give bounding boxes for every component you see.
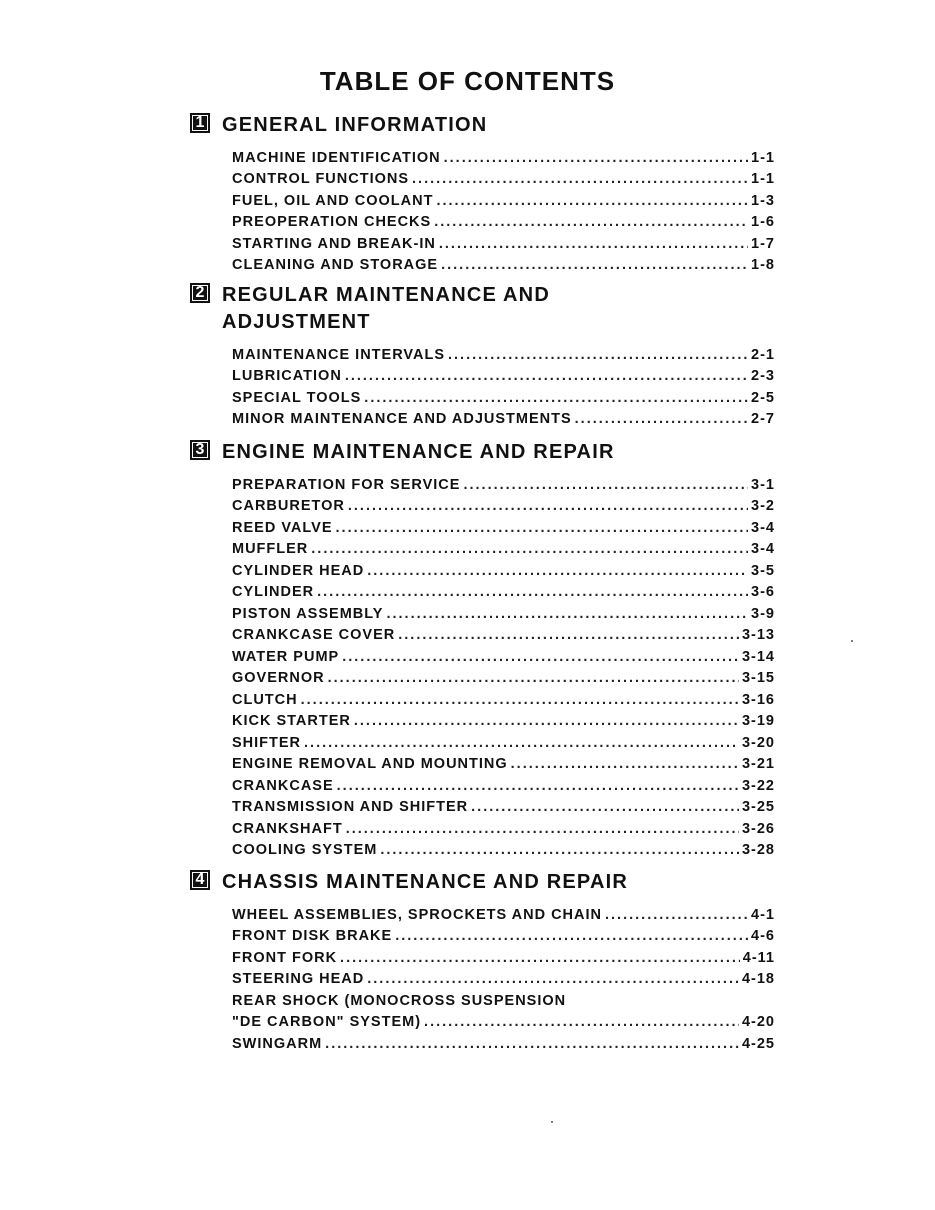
toc-entry-label: PREPARATION FOR SERVICE (232, 476, 461, 493)
entry-list (232, 341, 775, 427)
toc-entry-page: 2-5 (751, 389, 775, 406)
toc-entry-page: 4-11 (742, 949, 775, 966)
toc-entry-label: FRONT DISK BRAKE (232, 928, 393, 944)
toc-entry (232, 230, 775, 252)
dot-leader (317, 584, 748, 600)
toc-entry (232, 166, 775, 188)
toc-entry (232, 187, 775, 209)
toc-entry-label: PREOPERATION CHECKS (232, 214, 432, 230)
section-engine-maintenance (190, 439, 775, 858)
section-general-information (190, 112, 775, 273)
toc-entry-page: 3-20 (741, 734, 775, 751)
toc-entry (232, 1030, 775, 1052)
dot-leader (424, 1014, 739, 1030)
section-title: CHASSIS MAINTENANCE AND REPAIR (222, 871, 629, 893)
dot-leader (448, 347, 748, 363)
toc-entry-page: 3-26 (741, 820, 775, 837)
toc-entry (232, 729, 775, 751)
dot-leader (325, 1036, 739, 1052)
toc-entry (232, 341, 775, 363)
toc-entry-page: 1-1 (751, 149, 775, 166)
dot-leader (439, 236, 748, 252)
toc-entry-label: CRANKCASE (232, 777, 334, 794)
toc-entry (232, 665, 775, 687)
toc-entry-label: "DE CARBON" SYSTEM) (232, 1014, 422, 1030)
toc-entry-page: 3-21 (741, 756, 775, 772)
toc-entry-page: 3-5 (751, 562, 775, 579)
toc-entry-page: 3-15 (741, 670, 775, 686)
scan-speck (551, 1121, 553, 1123)
toc-entry-label: CRANKSHAFT (232, 820, 343, 837)
toc-entry (232, 600, 775, 622)
toc-entry-page: 2-3 (751, 368, 775, 384)
dot-leader (328, 670, 739, 686)
toc-entry-page: 3-6 (751, 584, 775, 600)
toc-entry-page: 4-1 (751, 906, 775, 923)
toc-entry (232, 944, 775, 966)
toc-entry (232, 579, 775, 601)
toc-entry (232, 708, 775, 730)
toc-entry-label: WHEEL ASSEMBLIES, SPROCKETS AND CHAIN (232, 906, 602, 923)
toc-entry-label: FUEL, OIL AND COOLANT (232, 192, 434, 209)
toc-entry-label: MINOR MAINTENANCE AND ADJUSTMENTS (232, 411, 572, 427)
scan-speck (851, 640, 853, 642)
toc-entry (232, 923, 775, 945)
toc-entry (232, 772, 775, 794)
dot-leader (471, 799, 739, 815)
toc-entry-page: 3-19 (741, 713, 775, 729)
dot-leader (367, 971, 739, 987)
toc-entry-label: CLUTCH (232, 691, 298, 708)
section-header (190, 439, 775, 466)
toc-entry-page: 4-25 (741, 1035, 775, 1052)
toc-entry (232, 686, 775, 708)
toc-entry-label: CYLINDER HEAD (232, 562, 365, 579)
toc-entry-page: 2-1 (751, 346, 775, 363)
dot-leader (367, 563, 748, 579)
dot-leader (441, 257, 748, 273)
toc-entry-label: MUFFLER (232, 541, 309, 557)
toc-entry-page: 3-1 (751, 476, 775, 493)
toc-entry-label: KICK STARTER (232, 713, 351, 729)
dot-leader (575, 411, 748, 427)
section-title: ENGINE MAINTENANCE AND REPAIR (222, 441, 615, 463)
toc-entry-label: SHIFTER (232, 734, 302, 751)
section-title: REGULAR MAINTENANCE AND ADJUSTMENT (222, 284, 550, 333)
toc-entry-page: 3-25 (741, 799, 775, 815)
dot-leader (511, 756, 739, 772)
toc-entry (232, 901, 775, 923)
dot-leader (346, 821, 739, 837)
toc-entry-label: COOLING SYSTEM (232, 842, 378, 858)
toc-entry (232, 622, 775, 644)
dot-leader (337, 778, 739, 794)
toc-entry-page: 3-4 (751, 541, 775, 557)
toc-entry (232, 406, 775, 428)
toc-entry-label: LUBRICATION (232, 368, 342, 384)
section-title: GENERAL INFORMATION (222, 114, 488, 136)
toc-entry (232, 1009, 775, 1031)
toc-entry (232, 557, 775, 579)
section-regular-maintenance (190, 282, 775, 427)
section-number-badge: 4 (190, 870, 210, 890)
toc-entry (232, 144, 775, 166)
toc-entry (232, 987, 775, 1009)
toc-entry (232, 815, 775, 837)
toc-entry-label: STEERING HEAD (232, 971, 365, 987)
toc-entry-label: REED VALVE (232, 519, 333, 536)
dot-leader (444, 150, 748, 166)
toc-entry (232, 471, 775, 493)
toc-entry-label: SWINGARM (232, 1035, 323, 1052)
toc-entry-page: 4-6 (751, 928, 775, 944)
dot-leader (301, 692, 739, 708)
dot-leader (380, 842, 739, 858)
toc-entry (232, 384, 775, 406)
toc-entry-label: MACHINE IDENTIFICATION (232, 149, 441, 166)
dot-leader (605, 907, 748, 923)
toc-entry-label: CYLINDER (232, 584, 315, 600)
toc-entry (232, 209, 775, 231)
entry-list (232, 901, 775, 1052)
toc-entry-label: CARBURETOR (232, 498, 345, 514)
dot-leader (412, 171, 748, 187)
toc-entry (232, 837, 775, 859)
section-number-badge: 1 (190, 113, 210, 133)
toc-entry (232, 514, 775, 536)
toc-entry-page: 1-1 (751, 171, 775, 187)
section-header (190, 869, 775, 896)
toc-entry-label: WATER PUMP (232, 648, 340, 665)
dot-leader (304, 735, 739, 751)
toc-entry-label: SPECIAL TOOLS (232, 389, 362, 406)
section-chassis-maintenance (190, 869, 775, 1052)
dot-leader (348, 498, 748, 514)
toc-entry-page: 3-2 (751, 498, 775, 514)
toc-entry-page: 1-3 (751, 192, 775, 209)
section-number-badge: 2 (190, 283, 210, 303)
toc-entry (232, 966, 775, 988)
entry-list (232, 144, 775, 273)
toc-entry (232, 493, 775, 515)
dot-leader (434, 214, 748, 230)
dot-leader (395, 928, 748, 944)
toc-entry (232, 794, 775, 816)
dot-leader (436, 193, 748, 209)
dot-leader (340, 950, 740, 966)
toc-entry-label: CLEANING AND STORAGE (232, 257, 439, 273)
dot-leader (354, 713, 739, 729)
toc-entry-page: 1-6 (751, 214, 775, 230)
dot-leader (336, 520, 749, 536)
toc-entry-label: MAINTENANCE INTERVALS (232, 346, 445, 363)
toc-entry-label: TRANSMISSION AND SHIFTER (232, 799, 469, 815)
toc-entry-page: 3-4 (751, 519, 775, 536)
toc-entry-page: 3-9 (751, 605, 775, 622)
toc-entry (232, 363, 775, 385)
toc-entry-label: ENGINE REMOVAL AND MOUNTING (232, 756, 508, 772)
dot-leader (463, 477, 748, 493)
toc-entry-page: 4-20 (741, 1014, 775, 1030)
toc-entry-label: CRANKCASE COVER (232, 627, 396, 643)
toc-entry-label: PISTON ASSEMBLY (232, 605, 384, 622)
toc-entry-page: 1-8 (751, 257, 775, 273)
dot-leader (342, 649, 739, 665)
page-title: TABLE OF CONTENTS (319, 66, 616, 96)
toc-entry-page: 1-7 (751, 235, 775, 252)
section-number-badge: 3 (190, 440, 210, 460)
dot-leader (345, 368, 748, 384)
toc-entry-label: FRONT FORK (232, 949, 338, 966)
dot-leader (311, 541, 748, 557)
toc-entry-label: GOVERNOR (232, 670, 325, 686)
toc-entry-page: 2-7 (751, 411, 775, 427)
section-header (190, 112, 775, 139)
toc-entry (232, 751, 775, 773)
toc-entry-page: 3-13 (741, 627, 775, 643)
dot-leader (398, 627, 739, 643)
toc-entry-label: STARTING AND BREAK-IN (232, 235, 436, 252)
toc-entry-page: 3-14 (741, 648, 775, 665)
toc-entry-label: REAR SHOCK (MONOCROSS SUSPENSION (232, 992, 567, 1009)
toc-entry-label: CONTROL FUNCTIONS (232, 171, 410, 187)
dot-leader (364, 390, 748, 406)
toc-entry-page: 3-28 (741, 842, 775, 858)
toc-entry (232, 536, 775, 558)
toc-entry-page: 3-22 (741, 777, 775, 794)
dot-leader (386, 606, 748, 622)
toc-entry-page: 3-16 (741, 691, 775, 708)
toc-entry (232, 643, 775, 665)
entry-list (232, 471, 775, 858)
toc-entry-page: 4-18 (741, 971, 775, 987)
toc-entry (232, 252, 775, 274)
section-header (190, 282, 775, 336)
